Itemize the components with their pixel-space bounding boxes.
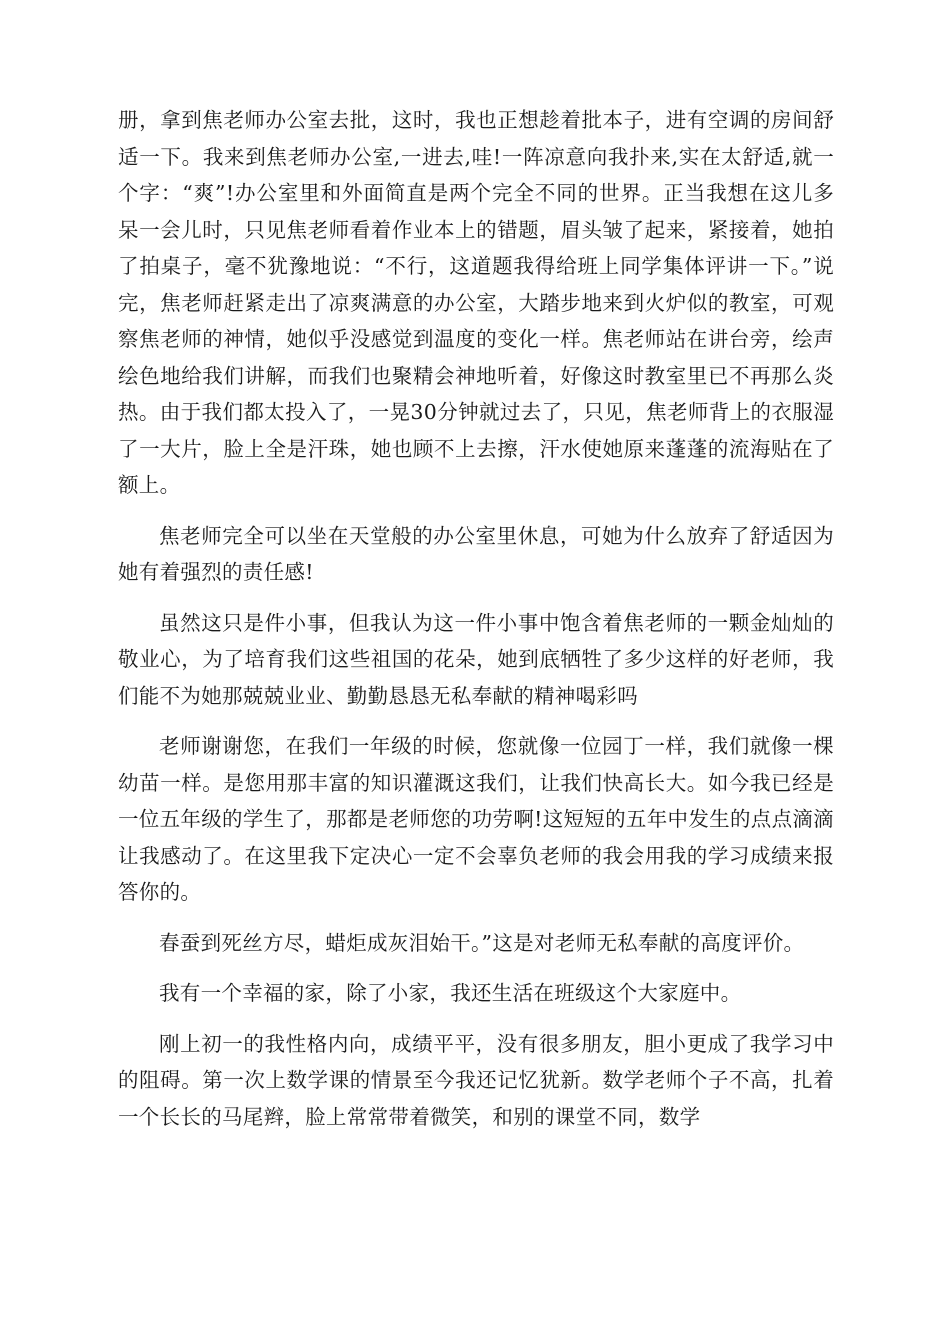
paragraph-quote: 春蚕到死丝方尽，蜡炬成灰泪始干。”这是对老师无私奉献的高度评价。 (159, 930, 805, 955)
paragraph-thanks: 老师谢谢您，在我们一年级的时候，您就像一位园丁一样，我们就像一棵幼苗一样。是您用那丰富的知识灌溉这我们，让我们快高长大。如今我已经是一位五年级的学生了，那都是老师您的功劳啊!这短短的五年中发生的点点滴滴让我感动了。在这里我下定决心一定不会辜负老师的我会用我的学习成绩来报答你的。 (118, 734, 834, 904)
paragraph-first-grade: 刚上初一的我性格内向，成绩平平，没有很多朋友，胆小更成了我学习中的阻碍。第一次上数学课的情景至今我还记忆犹新。数学老师个子不高，扎着一个长长的马尾辫，脸上常常带着微笑，和别的课堂不同，数学 (118, 1031, 834, 1129)
paragraph-responsibility: 焦老师完全可以坐在天堂般的办公室里休息，可她为什么放弃了舒适因为她有着强烈的责任感! (118, 523, 834, 584)
paragraph-family: 我有一个幸福的家，除了小家，我还生活在班级这个大家庭中。 (159, 981, 742, 1005)
paragraph-dedication: 虽然这只是件小事，但我认为这一件小事中饱含着焦老师的一颗金灿灿的敬业心，为了培育我们这些祖国的花朵，她到底牺牲了多少这样的好老师，我们能不为她那兢兢业业、勤勤恳恳无私奉献的精神喝彩吗 (118, 610, 834, 708)
paragraph-continuation: 册，拿到焦老师办公室去批，这时，我也正想趁着批本子，进有空调的房间舒适一下。我来到焦老师办公室,一进去,哇!一阵凉意向我扑来,实在太舒适,就一个字：“爽”!办公室里和外面简直是两个完全不同的世界。正当我想在这儿多呆一会儿时，只见焦老师看着作业本上的错题，眉头皱了起来，紧接着，她拍了拍桌子，毫不犹豫地说：“不行，这道题我得给班上同学集体评讲一下。”说完，焦老师赶紧走出了凉爽满意的办公室，大踏步地来到火炉似的教室，可观察焦老师的神情，她似乎没感觉到温度的变化一样。焦老师站在讲台旁，绘声绘色地给我们讲解，而我们也聚精会神地听着，好像这时教室里已不再那么炎热。由于我们都太投入了，一晃30分钟就过去了，只见，焦老师背上的衣服湿了一大片，脸上全是汗珠，她也顾不上去擦，汗水使她原来蓬蓬的流海贴在了额上。 (118, 108, 834, 497)
document-body (118, 102, 834, 1135)
